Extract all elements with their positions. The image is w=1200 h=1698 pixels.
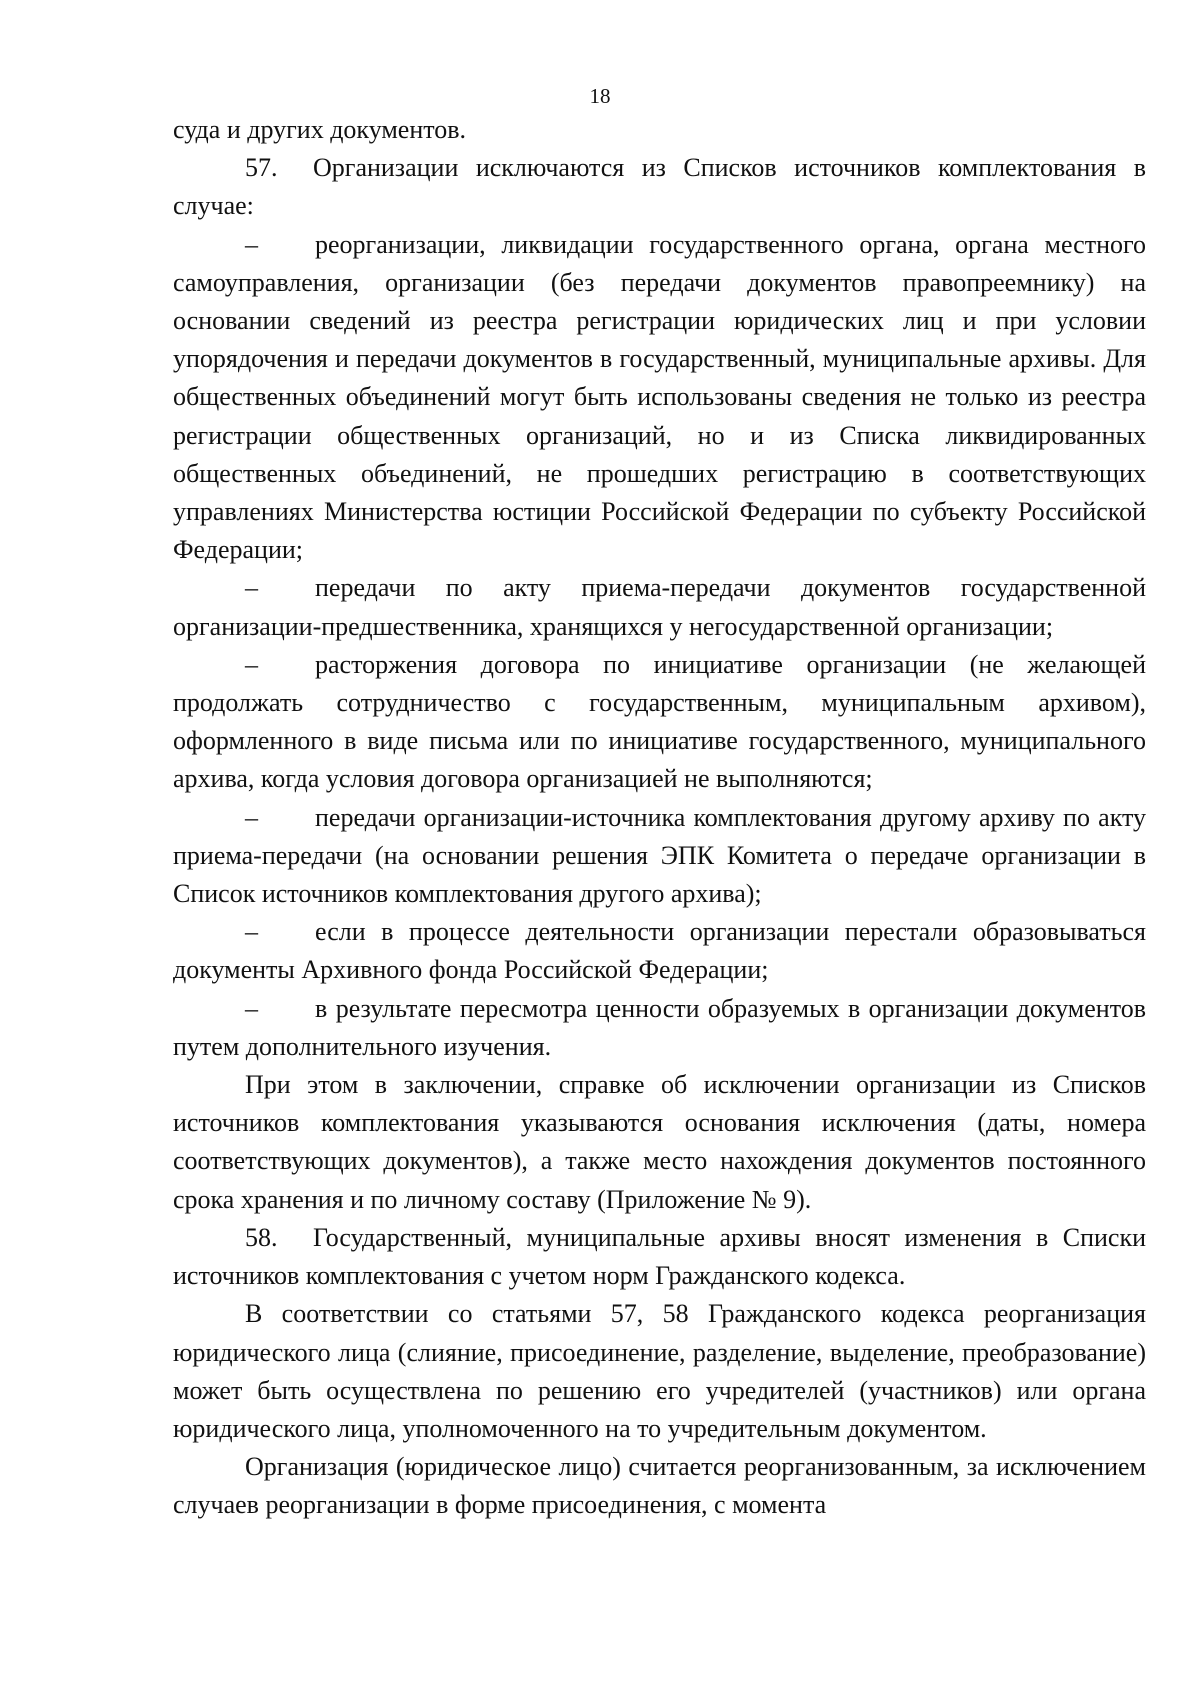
clause-number: 58. bbox=[245, 1222, 278, 1252]
list-item-value-review bbox=[173, 990, 1146, 1066]
paragraph-conclusion bbox=[173, 1066, 1146, 1219]
paragraph-text: Организация (юридическое лицо) считается реорганизованным, за исключением случаев реорганизации в форме присоединения, с момента bbox=[173, 1452, 1146, 1520]
paragraph-text: реорганизации, ликвидации государственного органа, органа местного самоуправления, организации (без передачи документов правопреемнику) на основании сведений из реестра регистрации юридических лиц и при условии упорядочения и передачи документов в государственный, муниципальные архивы. Для общественных объединений могут быть использованы сведения не только из реестра регистрации общественных организаций, но и из Списка ликвидированных общественных объединений, не прошедших регистрацию в соответствующих управлениях Министерства юстиции Российской Федерации по субъекту Российской Федерации; bbox=[173, 229, 1146, 565]
document-body bbox=[173, 111, 1146, 1525]
list-item-transfer-to-other-archive bbox=[173, 799, 1146, 914]
list-item-contract-termination bbox=[173, 646, 1146, 799]
paragraph-text: суда и других документов. bbox=[173, 115, 467, 144]
list-item-transfer-act bbox=[173, 569, 1146, 645]
paragraph-civil-code bbox=[173, 1295, 1146, 1448]
paragraph-text: передачи по акту приема-передачи документов государственной организации-предшественника, хранящихся у негосударственной организации; bbox=[173, 573, 1146, 641]
paragraph-text: в результате пересмотра ценности образуемых в организации документов путем дополнительного изучения. bbox=[173, 993, 1146, 1061]
page-number: 18 bbox=[589, 84, 611, 108]
paragraph-text: В соответствии со статьями 57, 58 Гражданского кодекса реорганизация юридического лица (слияние, присоединение, разделение, выделение, преобразование) может быть осуществлена по решению его учредителей (участников) или органа юридического лица, уполномоченного на то учредительным документом. bbox=[173, 1299, 1146, 1443]
paragraph-reorganized bbox=[173, 1448, 1146, 1524]
paragraph-continuation bbox=[173, 111, 1146, 149]
dash-bullet: – bbox=[245, 573, 258, 603]
paragraph-text: расторжения договора по инициативе организации (не желающей продолжать сотрудничество с государственным, муниципальным архивом), оформленного в виде письма или по инициативе государственного, муниципального архива, когда условия договора организацией не выполняются; bbox=[173, 649, 1146, 794]
paragraph-text: При этом в заключении, справке об исключении организации из Списков источников комплектования указываются основания исключения (даты, номера соответствующих документов), а также место нахождения документов постоянного срока хранения и по личному составу (Приложение № 9). bbox=[173, 1070, 1146, 1214]
paragraph-text: Организации исключаются из Списков источников комплектования в случае: bbox=[173, 153, 1146, 221]
paragraph-text: если в процессе деятельности организации перестали образовываться документы Архивного фонда Российской Федерации; bbox=[173, 917, 1146, 985]
dash-bullet: – bbox=[245, 229, 258, 259]
clause-number: 57. bbox=[245, 153, 278, 183]
dash-bullet: – bbox=[245, 917, 258, 947]
paragraph-text: передачи организации-источника комплектования другому архиву по акту приема-передачи (на основании решения ЭПК Комитета о передаче организации в Список источников комплектования другого архива); bbox=[173, 802, 1146, 909]
dash-bullet: – bbox=[245, 649, 258, 679]
dash-bullet: – bbox=[245, 802, 258, 832]
paragraph-text: Государственный, муниципальные архивы вносят изменения в Списки источников комплектования с учетом норм Гражданского кодекса. bbox=[173, 1222, 1146, 1291]
list-item-no-documents bbox=[173, 913, 1146, 989]
dash-bullet: – bbox=[245, 993, 258, 1023]
clause-57 bbox=[173, 149, 1146, 225]
clause-58 bbox=[173, 1219, 1146, 1295]
list-item-reorganization bbox=[173, 226, 1146, 570]
